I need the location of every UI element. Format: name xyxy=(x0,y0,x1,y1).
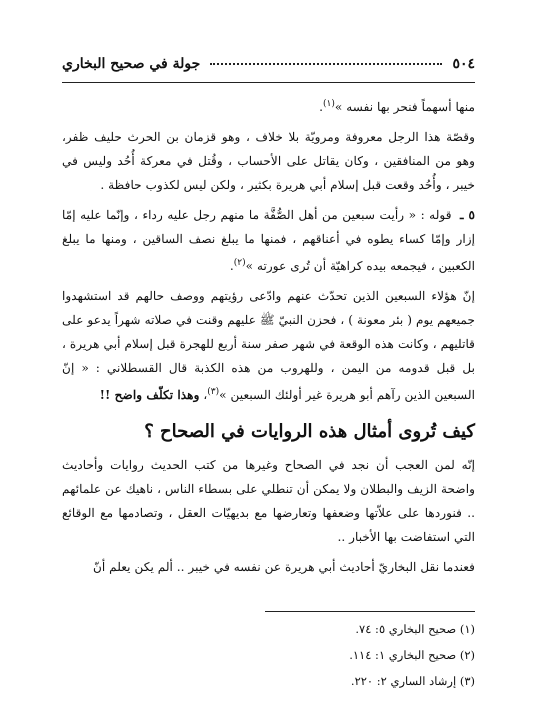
paragraph: إنّه لمن العجب أن نجد في الصحاح وغيرها من كتب الحديث روايات وأحاديث واضحة الزيف والبطلان ولا يمكن أن تنطلي على بسطاء الناس ، ناهيك عن علمائهم .. فنوردها على علاّتها وضعفها وتعارضها مع بديهيّات العقل ، وتصادمها مع الوقائع التي استفاضت بها الأخبار .. xyxy=(62,458,475,545)
book-title: جولة في صحيح البخاري xyxy=(62,56,201,72)
main-text xyxy=(62,92,475,585)
paragraph: ٥ ـ قوله : « رأيت سبعين من أهل الصُّفَّة ما منهم رجل عليه رداء ، وإنّما عليه إمّا إزار وإمّا كساء يطوه في أعناقهم ، فمنها ما يبلغ نصف الساقين ، ومنها ما يبلغ الكعبين ، فيجمعه بيده كراهيّة أن تُرى عورته »$^{(٢)}$. xyxy=(62,208,475,274)
footnote-ref: (١) xyxy=(323,99,335,109)
footnotes xyxy=(62,616,475,694)
item-number: ٥ ـ xyxy=(460,208,475,223)
paragraph: فعندما نقل البخاريّ أحاديث أبي هريرة عن نفسه في خيبر .. ألم يكن يعلم أنّ xyxy=(92,560,475,575)
footnote-rule xyxy=(265,611,475,612)
footnote: (٣) إرشاد الساري ٢: ٢٢٠. xyxy=(350,674,475,688)
header-rule xyxy=(62,82,475,83)
running-header xyxy=(62,52,475,76)
footnote-ref: (٣) xyxy=(207,387,220,398)
footnote: (٢) صحيح البخاري ١: ١١٤. xyxy=(349,648,475,662)
footnote-ref: (٢) xyxy=(233,258,246,269)
page-number: ٥٠٤ xyxy=(452,56,475,72)
section-heading: كيف تُروى أمثال هذه الروايات في الصحاح ؟ xyxy=(144,421,475,443)
footnote: (١) صحيح البخاري ٥: ٧٤. xyxy=(355,622,475,636)
paragraph: منها أسهماً فنحر بها نفسه »$^{(١)}$. xyxy=(319,99,475,115)
header-leader-dots xyxy=(210,63,442,65)
paragraph: وقصّة هذا الرجل معروفة ومرويّة بلا خلاف ، وهو قزمان بن الحرث حليف ظفر، وهو من المنافقين ، وكان يقاتل على الأحساب ، وقُتل في معركة أُحُد وليس في خيبر ، وأُحُد وقعت قبل إسلام أبي هريرة بكثير ، ولكن ليس لكذوب حافظة . xyxy=(62,130,475,193)
paragraph: إنّ هؤلاء السبعين الذين تحدّث عنهم وادّعى رؤيتهم ووصف حالهم قد استشهدوا جميعهم يوم ( بئر معونة ) ، فحزن النبيّ ﷺ عليهم وقنت في صلاته شهراً يدعو على قاتليهم ، وكانت هذه الوقعة في شهر صفر سنة أربع للهجرة قبل إسلام أبي هريرة ، بل قبل قدومه من اليمن ، وللهروب من هذه الكذبة قال القسطلاني : « إنّ السبعين الذين رآهم أبو هريرة غير أولئك السبعين »$^{(٣)}$، وهذا تكلّف واضح !! xyxy=(62,289,475,403)
